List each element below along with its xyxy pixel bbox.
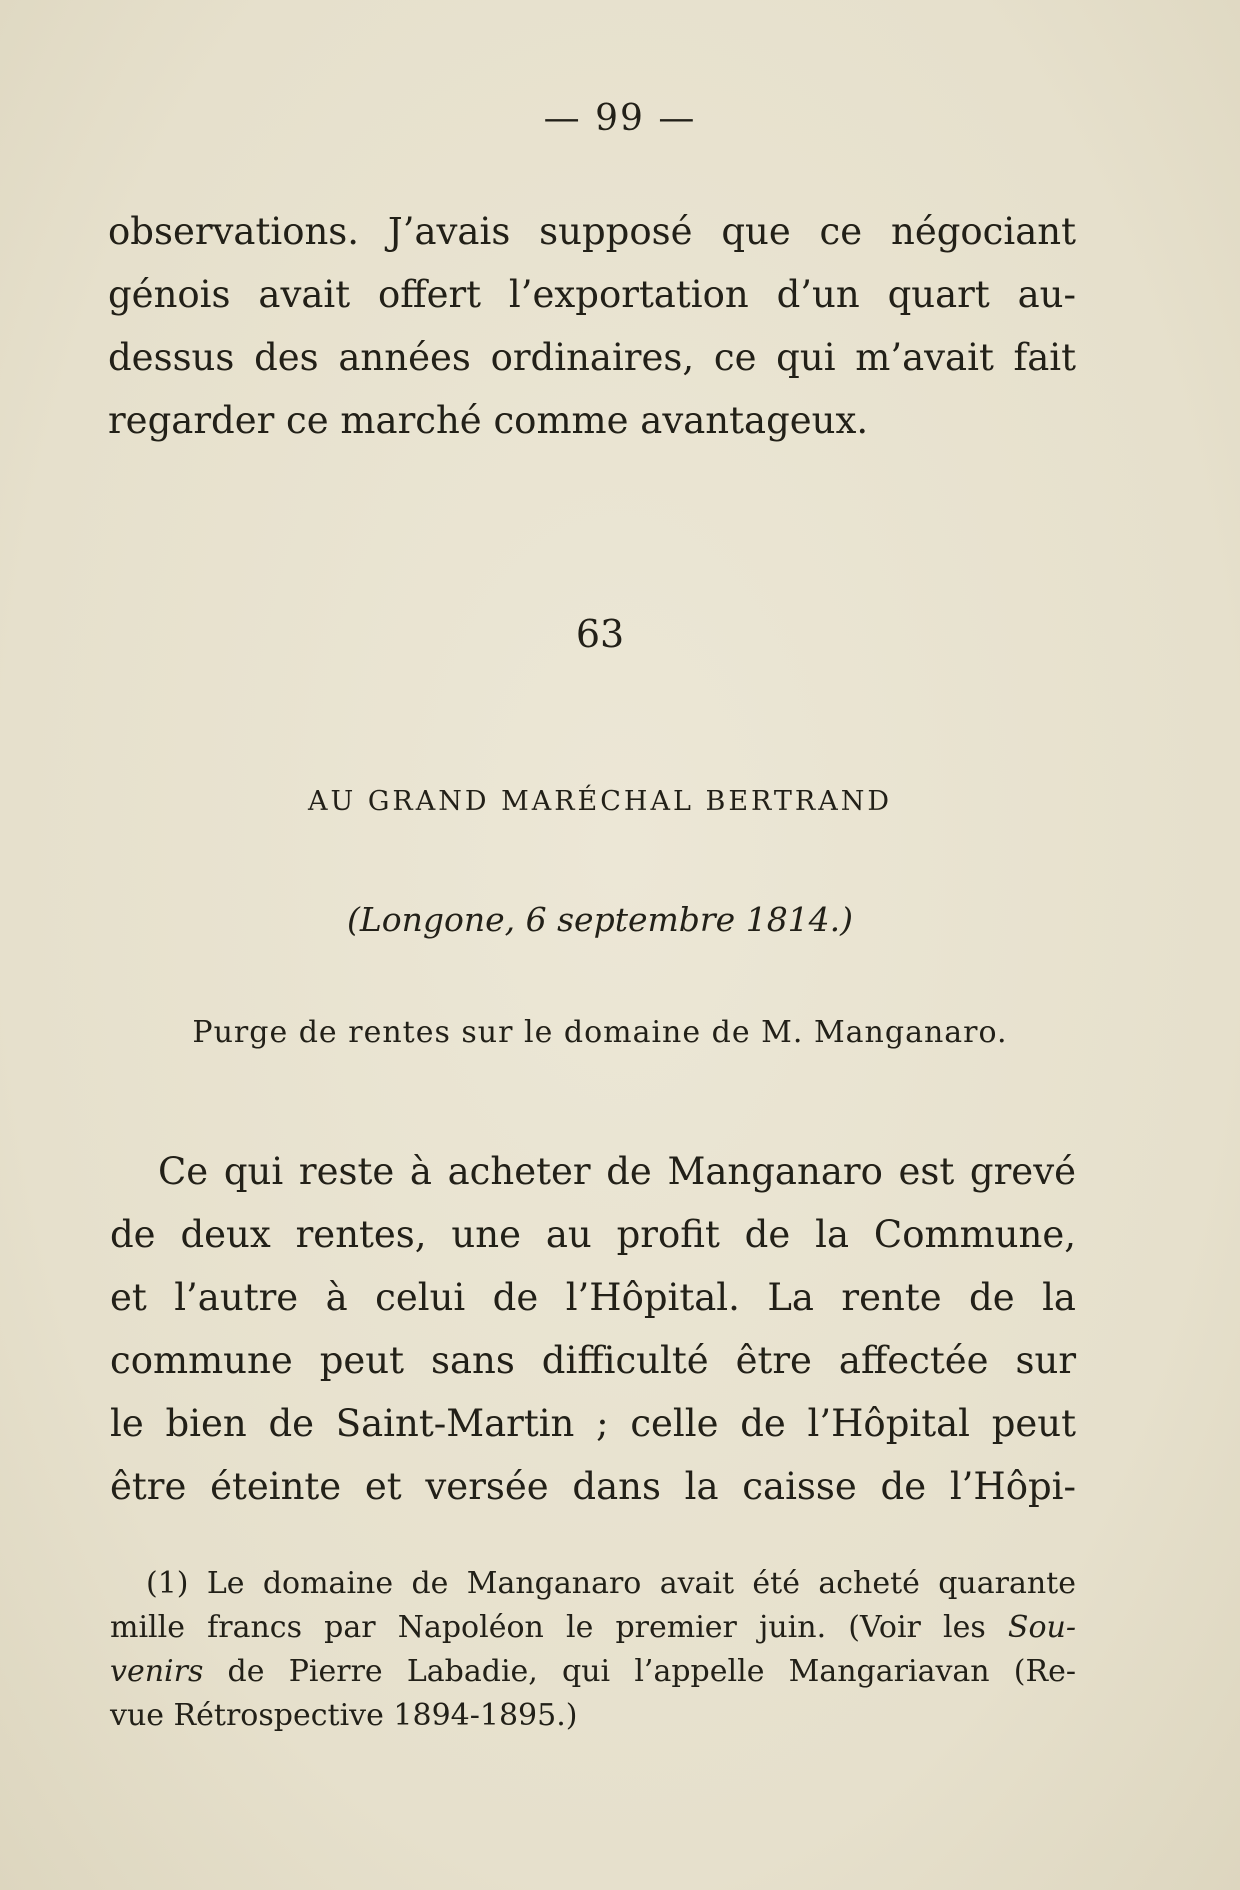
text-line: être éteinte et versée dans la caisse de l’Hôpi- xyxy=(110,1465,1076,1508)
footnote xyxy=(110,1562,1076,1738)
footnote-line xyxy=(110,1650,1076,1694)
footnote-line xyxy=(110,1606,1076,1650)
footnote-line: vue Rétrospective 1894-1895.) xyxy=(110,1698,578,1733)
footnote-italic-text: venirs xyxy=(110,1654,204,1689)
text-line: génois avait offert l’exportation d’un quart au- xyxy=(108,273,1076,316)
footnote-text: mille francs par Napoléon le premier juin. (Voir les xyxy=(110,1610,1008,1645)
text-line: de deux rentes, une au profit de la Commune, xyxy=(110,1213,1076,1256)
letter-number: 63 xyxy=(575,612,625,656)
text-line: le bien de Saint-Martin ; celle de l’Hôpital peut xyxy=(110,1402,1076,1445)
footnote-line: (1) Le domaine de Manganaro avait été acheté quarante xyxy=(146,1566,1076,1601)
text-line: Ce qui reste à acheter de Manganaro est grevé xyxy=(158,1150,1076,1193)
letter-dateline: (Longone, 6 septembre 1814.) xyxy=(346,900,854,939)
text-line: commune peut sans difficulté être affectée sur xyxy=(110,1339,1076,1382)
continued-paragraph xyxy=(108,200,1076,452)
page-number-header: — 99 — xyxy=(543,98,697,139)
letter-addressee: AU GRAND MARÉCHAL BERTRAND xyxy=(308,786,892,817)
text-line: et l’autre à celui de l’Hôpital. La rente de la xyxy=(110,1276,1076,1319)
footnote-text: de Pierre Labadie, qui l’appelle Mangariavan (Re- xyxy=(203,1654,1076,1689)
paragraph-text xyxy=(108,200,1076,452)
text-line: dessus des années ordinaires, ce qui m’avait fait xyxy=(108,336,1076,379)
letter-summary: Purge de rentes sur le domaine de M. Manganaro. xyxy=(192,1015,1008,1050)
text-line: regarder ce marché comme avantageux. xyxy=(108,399,869,442)
paragraph-text xyxy=(110,1140,1076,1518)
letter-body xyxy=(110,1140,1076,1518)
text-line: observations. J’avais supposé que ce négociant xyxy=(108,210,1076,253)
footnote-italic-text: Sou- xyxy=(1007,1610,1076,1645)
